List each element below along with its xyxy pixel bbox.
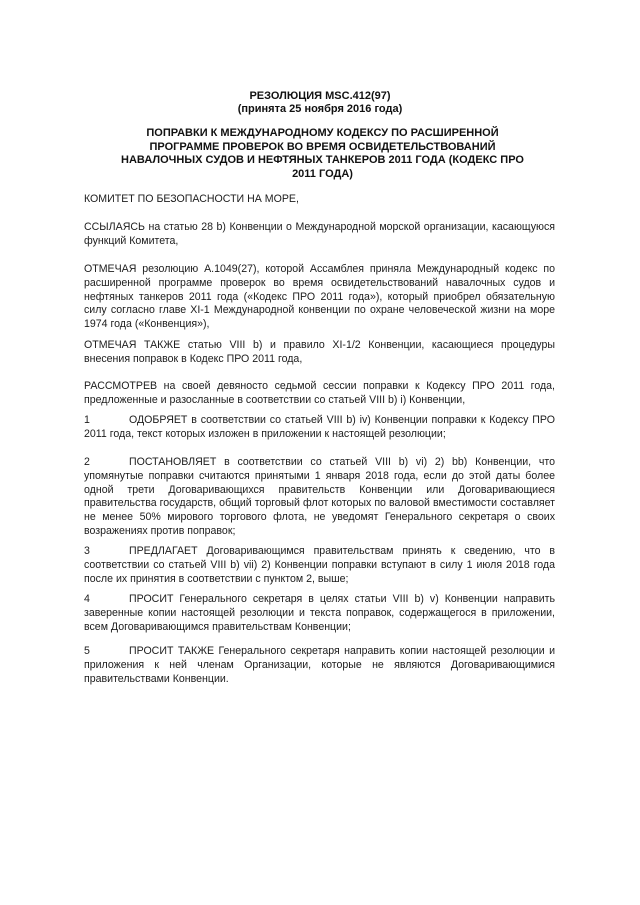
operative-paragraph-4 xyxy=(84,593,555,634)
operative-paragraph-3 xyxy=(84,545,555,586)
operative-paragraph-5 xyxy=(84,645,555,686)
paragraph-number: 5 xyxy=(84,645,90,657)
amendments-title: ПОПРАВКИ К МЕЖДУНАРОДНОМУ КОДЕКСУ ПО РАСШИРЕННОЙ ПРОГРАММЕ ПРОВЕРОК ВО ВРЕМЯ ОСВИДЕТЕЛЬСТВОВАНИЙ НАВАЛОЧНЫХ СУДОВ И НЕФТЯНЫХ ТАНКЕРОВ 2011 ГОДА (КОДЕКС ПРО 2011 ГОДА) xyxy=(121,127,524,180)
recital-having-considered: РАССМОТРЕВ на своей девяносто седьмой сессии поправки к Кодексу ПРО 2011 года, предложенные и разосланные в соответствии со статьей VIII b) i) Конвенции, xyxy=(84,380,555,406)
paragraph-text: ПОСТАНОВЛЯЕТ в соответствии со статьей VIII b) vi) 2) bb) Конвенции, что упомянутые поправки считаются принятыми 1 января 2018 года, если до этой даты более одной трети Договаривающихся правительств Конвенции или Договаривающиеся правительства государств, общий торговый флот которых по валовой вместимости составляет не менее 50% мирового торгового флота, не уведомят Генерального секретаря о своих возражениях против поправок; xyxy=(84,456,555,537)
paragraph-number: 1 xyxy=(84,414,90,426)
committee-line: КОМИТЕТ ПО БЕЗОПАСНОСТИ НА МОРЕ, xyxy=(84,193,299,205)
paragraph-text: ПРОСИТ Генерального секретаря в целях статьи VIII b) v) Конвенции направить заверенные копии настоящей резолюции и текста поправок, содержащегося в приложении, всем Договаривающимся правительствам Конвенции; xyxy=(84,593,555,633)
paragraph-number: 3 xyxy=(84,545,90,557)
operative-paragraph-2 xyxy=(84,456,555,539)
paragraph-text: ОДОБРЯЕТ в соответствии со статьей VIII b) iv) Конвенции поправки к Кодексу ПРО 2011 года, текст которых изложен в приложении к настоящей резолюции; xyxy=(84,414,555,440)
paragraph-text: ПРОСИТ ТАКЖЕ Генерального секретаря направить копии настоящей резолюции и приложения к ней членам Организации, которые не являются Договаривающимися правительствами Конвенции. xyxy=(84,645,555,685)
paragraph-text: ПРЕДЛАГАЕТ Договаривающимся правительствам принять к сведению, что в соответствии со статьей VIII b) vii) 2) Конвенции поправки вступают в силу 1 июля 2018 года после их принятия в соответствии с пунктом 2, выше; xyxy=(84,545,555,585)
paragraph-number: 4 xyxy=(84,593,90,605)
recital-recalling: ССЫЛАЯСЬ на статью 28 b) Конвенции о Международной морской организации, касающуюся функций Комитета, xyxy=(84,221,555,247)
recital-noting-also: ОТМЕЧАЯ ТАКЖЕ статью VIII b) и правило XI-1/2 Конвенции, касающиеся процедуры внесения поправок в Кодекс ПРО 2011 года, xyxy=(84,339,555,365)
operative-paragraph-1 xyxy=(84,414,555,442)
adoption-date: (принята 25 ноября 2016 года) xyxy=(237,103,403,115)
recital-noting: ОТМЕЧАЯ резолюцию A.1049(27), которой Ассамблея приняла Международный кодекс по расширенной программе проверок во время освидетельствований навалочных судов и нефтяных танкеров 2011 года («Кодекс ПРО 2011 года»), который приобрел обязательную силу согласно главе XI-1 Международной конвенции по охране человеческой жизни на море 1974 года («Конвенция»), xyxy=(84,263,555,331)
paragraph-number: 2 xyxy=(84,456,90,468)
resolution-title: РЕЗОЛЮЦИЯ MSC.412(97) xyxy=(249,90,391,102)
